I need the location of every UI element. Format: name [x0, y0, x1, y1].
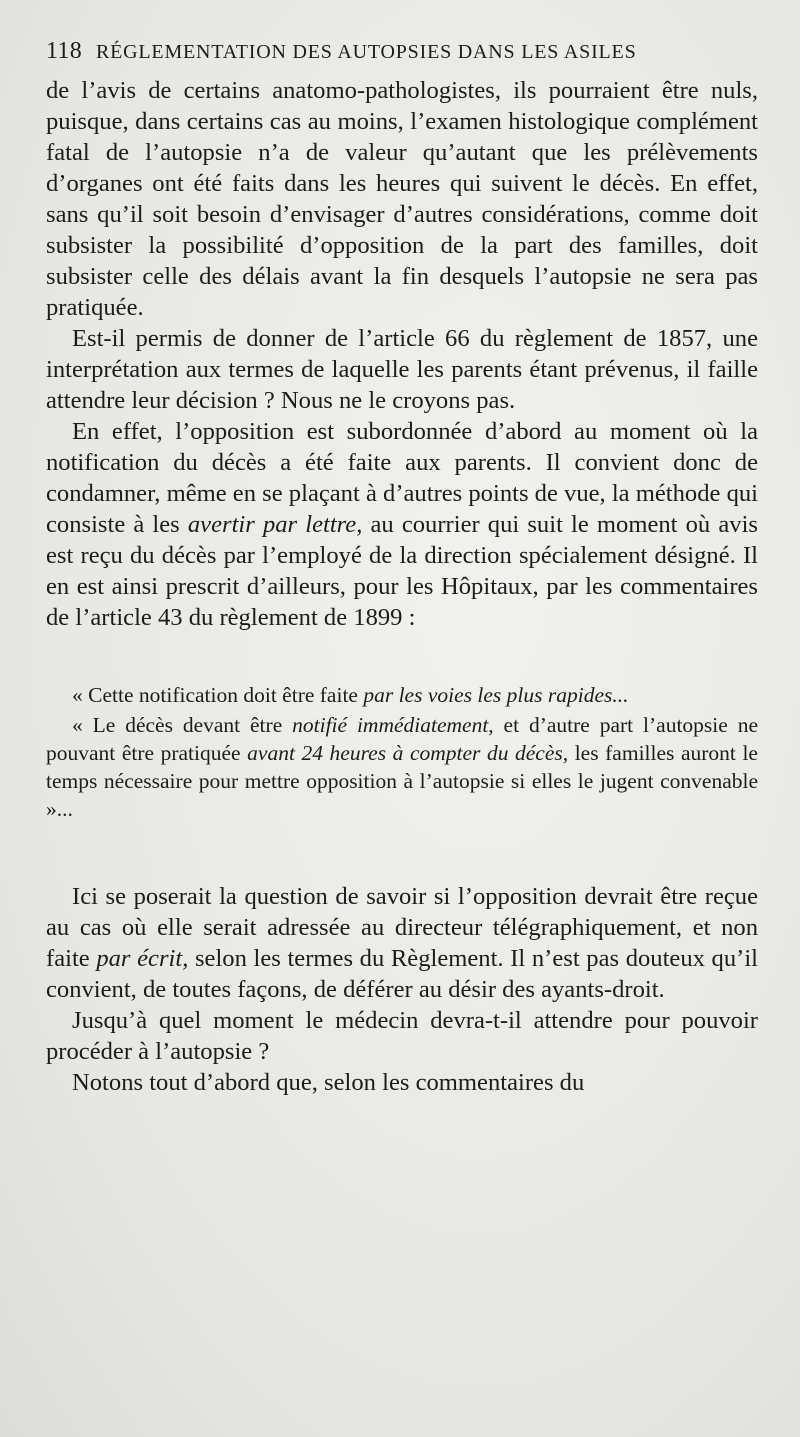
- paragraph-4-emphasis: par écrit,: [96, 945, 189, 972]
- running-title: RÉGLEMENTATION DES AUTOPSIES DANS LES ASILES: [96, 41, 637, 63]
- quote-paragraph-2: [46, 711, 758, 823]
- page-number: 118: [46, 38, 83, 64]
- quote-1-text: « Cette notification doit être faite: [72, 683, 364, 707]
- paragraph-4: [46, 881, 758, 1005]
- paragraph-3-text-a: En effet, l’opposition est subordonnée d’abord au moment où la notification du décès a été faite aux parents. Il convient donc de condamner, même en se plaçant à d’autres points de vue, la méthode qui consiste à les: [46, 418, 758, 538]
- paragraph-1-text: de l’avis de certains anatomo-pathologistes, ils pourraient être nuls, puisque, dans certains cas au moins, l’examen histologique complément fatal de l’autopsie n’a de valeur qu’autant que les prélèvements d’organes ont été faits dans les heures qui suivent le décès. En effet, sans qu’il soit besoin d’envisager d’autres considérations, comme doit subsister la possibilité d’opposition de la part des familles, doit subsister celle des délais avant la fin desquels l’autopsie ne sera pas pratiquée.: [46, 77, 758, 321]
- paragraph-6-text: Notons tout d’abord que, selon les commentaires du: [72, 1069, 585, 1096]
- quote-2-emphasis-2: avant 24 heures à compter du décès,: [247, 741, 569, 765]
- quoted-commentary: [46, 681, 758, 823]
- paragraph-6: [46, 1067, 758, 1098]
- paragraph-1: [46, 75, 758, 323]
- running-head: [46, 38, 758, 65]
- paragraph-3-text-b: au courrier qui suit le moment où avis est reçu du décès par l’employé de la direction spécialement désigné. Il en est ainsi prescrit d’ailleurs, pour les Hôpitaux, par les commentaires de l’article 43 du règlement de 1899 :: [46, 511, 758, 631]
- quote-1-emphasis: par les voies les plus rapides...: [363, 683, 629, 707]
- body-text-continued: [46, 881, 758, 1098]
- paragraph-4-text-b: selon les termes du Règlement. Il n’est pas douteux qu’il convient, de toutes façons, de déférer au désir des ayants-droit.: [46, 945, 759, 1003]
- paragraph-4-text-a: Ici se poserait la question de savoir si l’opposition devrait être reçue au cas où elle serait adressée au directeur télégraphiquement, et non faite: [46, 883, 758, 972]
- quote-2-emphasis-1: notifié immédiatement,: [292, 713, 494, 737]
- paragraph-3: [46, 416, 758, 633]
- paragraph-5: [46, 1005, 758, 1067]
- paragraph-3-emphasis: avertir par lettre,: [187, 511, 363, 538]
- quote-2-text-c: les familles auront le temps nécessaire pour mettre opposition à l’autopsie si elles le jugent convenable »...: [46, 741, 758, 821]
- quote-2-text-a: « Le décès devant être: [72, 713, 293, 737]
- quote-paragraph-1: [46, 681, 758, 709]
- paragraph-2: [46, 323, 758, 416]
- paragraph-5-text: Jusqu’à quel moment le médecin devra-t-il attendre pour pouvoir procéder à l’autopsie ?: [46, 1007, 758, 1065]
- quote-2-text-b: et d’autre part l’autopsie ne pouvant être pratiquée: [46, 713, 758, 765]
- body-text: [46, 75, 758, 633]
- paragraph-2-text: Est-il permis de donner de l’article 66 du règlement de 1857, une interprétation aux termes de laquelle les parents étant prévenus, il faille attendre leur décision ? Nous ne le croyons pas.: [46, 325, 758, 414]
